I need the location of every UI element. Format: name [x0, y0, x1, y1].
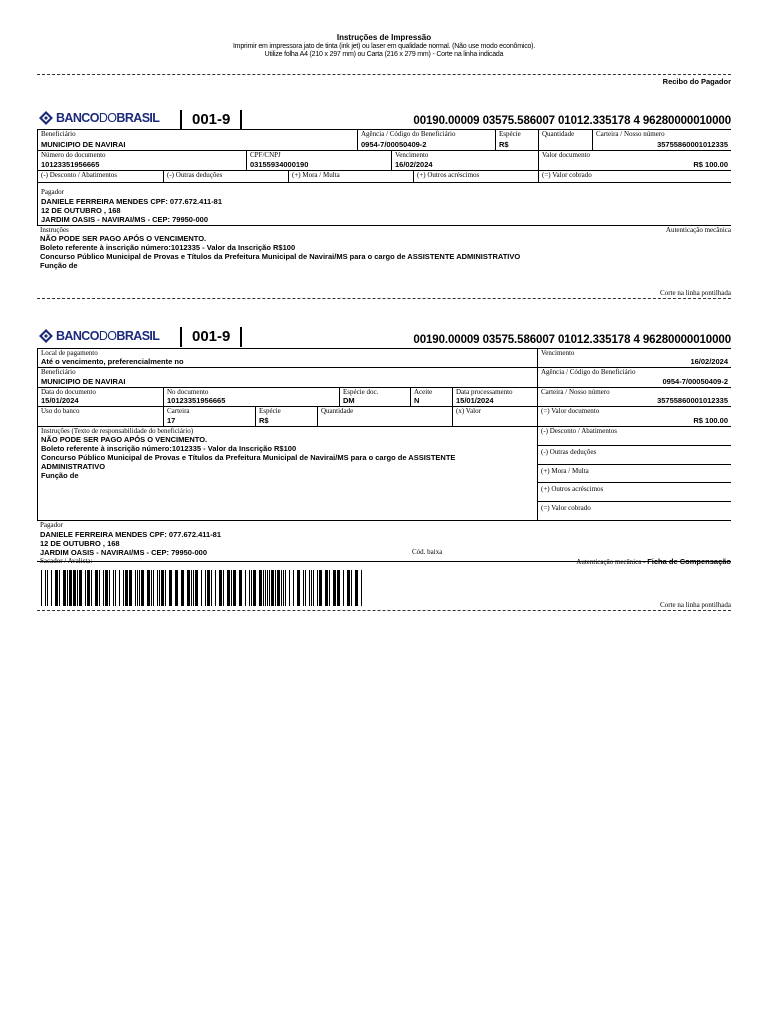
barcode-bar — [311, 570, 312, 606]
barcode-bar — [223, 570, 224, 606]
barcode-bar — [105, 570, 108, 606]
slip-aceite: N — [414, 396, 420, 405]
label: (+) Mora / Multa — [292, 171, 340, 179]
slip-venc-cell — [537, 349, 731, 368]
receipt-desconto-cell — [37, 171, 163, 183]
receipt-pagador-city: JARDIM OASIS - NAVIRAI/MS - CEP: 79950-000 — [41, 215, 208, 224]
slip-valordoc-cell — [537, 407, 731, 427]
barcode-bar — [347, 570, 350, 606]
slip-quantidade-cell — [317, 407, 452, 427]
label: Aceite — [414, 388, 433, 396]
receipt-valordoc-cell — [538, 151, 731, 171]
barcode-bar — [59, 570, 60, 606]
barcode-bar — [187, 570, 190, 606]
barcode-bar — [231, 570, 232, 606]
label: Uso do banco — [41, 407, 80, 415]
barcode-bar — [73, 570, 76, 606]
barcode-bar — [103, 570, 104, 606]
barcode-bar — [361, 570, 362, 606]
barcode-bar — [271, 570, 274, 606]
receipt-venc: 16/02/2024 — [395, 160, 433, 169]
slip-nodoc-cell — [163, 388, 339, 407]
digitable-line-slip: 00190.00009 03575.586007 01012.335178 4 96280000010000 — [413, 334, 731, 346]
slip-carteira: 17 — [167, 416, 176, 425]
barcode-bar — [293, 570, 294, 606]
barcode-bar — [253, 570, 256, 606]
label: (x) Valor — [456, 407, 481, 415]
label: Espécie — [259, 407, 281, 415]
barcode-bar — [195, 570, 198, 606]
barcode-bar — [263, 570, 264, 606]
barcode-bar — [303, 570, 304, 606]
digitable-line: 00190.00009 03575.586007 01012.335178 4 96280000010000 — [413, 115, 731, 127]
barcode-bar — [325, 570, 328, 606]
cut-line-middle — [37, 298, 731, 299]
label: (=) Valor cobrado — [542, 171, 592, 179]
bank-code-slip: 001-9 — [180, 327, 242, 347]
label: Vencimento — [541, 349, 575, 357]
slip-beneficiario-cell — [37, 368, 537, 388]
label: Local de pagamento — [41, 349, 98, 357]
slip-auth-label: Autenticação mecânica - — [576, 558, 648, 566]
barcode-bar — [123, 570, 124, 606]
barcode-bar — [159, 570, 160, 606]
barcode-bar — [281, 570, 282, 606]
label: Beneficiário — [41, 368, 76, 376]
barcode-bar — [135, 570, 136, 606]
label: Quantidade — [321, 407, 354, 415]
barcode-bar — [289, 570, 290, 606]
label: Carteira / Nosso número — [596, 130, 665, 138]
receipt-instr-line: Boleto referente à inscrição número:1012335 - Valor da Inscrição R$100 — [40, 243, 296, 252]
barcode-bar — [125, 570, 128, 606]
barcode-bar — [219, 570, 222, 606]
bank-name: BANCODOBRASIL — [56, 111, 160, 125]
barcode-bar — [191, 570, 192, 606]
label: Valor documento — [542, 151, 591, 159]
receipt-auth-label: Autenticação mecânica — [665, 226, 731, 234]
slip-dataproc-cell — [452, 388, 537, 407]
barcode-bar — [265, 570, 266, 606]
barcode-bar — [329, 570, 330, 606]
slip-pagador-cell — [37, 521, 731, 562]
slip-sacador-label: Sacador / Avalista: — [40, 557, 93, 565]
barcode-bar — [267, 570, 268, 606]
label: Pagador — [41, 188, 64, 196]
barcode-bar — [95, 570, 98, 606]
slip-local: Até o vencimento, preferencialmente no — [41, 357, 184, 366]
label: Vencimento — [395, 151, 429, 159]
barcode-bar — [227, 570, 230, 606]
barcode-bar — [137, 570, 138, 606]
barcode-bar — [269, 570, 270, 606]
barcode-bar — [309, 570, 310, 606]
barcode-bar — [285, 570, 286, 606]
barcode-bar — [313, 570, 314, 606]
label: Instruções (Texto de responsabilidade do beneficiário) — [41, 427, 194, 435]
receipt-quantidade-cell — [538, 130, 592, 151]
receipt-agencia-cell — [357, 130, 495, 151]
slip-instr-line: ADMINISTRATIVO — [41, 462, 106, 471]
receipt-cobrado-cell — [538, 171, 731, 183]
barcode-bar — [139, 570, 140, 606]
receipt-label: Recibo do Pagador — [662, 77, 731, 86]
cut-line-top — [37, 74, 731, 75]
label: (-) Desconto / Abatimentos — [41, 171, 118, 179]
bank-name: BANCODOBRASIL — [56, 329, 160, 343]
label: No documento — [167, 388, 209, 396]
barcode-bar — [153, 570, 154, 606]
receipt-deducoes-cell — [163, 171, 288, 183]
barcode-bar — [109, 570, 110, 606]
slip-valordoc: R$ 100.00 — [693, 416, 728, 425]
barcode-bar — [317, 570, 318, 606]
barcode-bar — [283, 570, 284, 606]
receipt-instructions — [37, 226, 731, 296]
slip-pagador-name: DANIELE FERREIRA MENDES CPF: 077.672.411-81 — [40, 530, 222, 539]
receipt-agencia: 0954-7/00050409-2 — [361, 140, 427, 149]
barcode-bar — [211, 570, 212, 606]
slip-uso-banco-cell — [37, 407, 163, 427]
label: (-) Outras deduções — [541, 448, 597, 456]
slip-mora-cell — [537, 465, 731, 483]
slip-instructions-cell — [37, 427, 537, 521]
label: Carteira / Nosso número — [541, 388, 610, 396]
cut-label-2: Corte na linha pontilhada — [660, 601, 731, 609]
slip-especie: R$ — [259, 416, 269, 425]
barcode-bar — [129, 570, 132, 606]
barcode-bar — [119, 570, 120, 606]
receipt-pagador-name: DANIELE FERREIRA MENDES CPF: 077.672.411-81 — [41, 197, 223, 206]
barcode-bar — [351, 570, 352, 606]
barcode-bar — [193, 570, 194, 606]
slip-cobrado-cell — [537, 502, 731, 521]
cut-line-bottom — [37, 610, 731, 611]
label: (-) Outras deduções — [167, 171, 223, 179]
barcode-bar — [337, 570, 340, 606]
label: (=) Valor cobrado — [541, 504, 591, 512]
slip-datadoc: 15/01/2024 — [41, 396, 79, 405]
label: (+) Mora / Multa — [541, 467, 589, 475]
slip-local-cell — [37, 349, 537, 368]
receipt-instr-line: NÃO PODE SER PAGO APÓS O VENCIMENTO. — [40, 234, 207, 243]
bank-logo-icon — [39, 329, 53, 343]
print-instructions-line1: Imprimir em impressora jato de tinta (ink jet) ou laser em qualidade normal. (Não use modo econômico). — [232, 43, 536, 50]
barcode-bar — [147, 570, 150, 606]
barcode-bar — [239, 570, 242, 606]
receipt-instr-line: Concurso Público Municipal de Provas e Títulos da Prefeitura Municipal de Navirai/MS para o cargo de ASSISTENTE ADMINISTRATIVO — [40, 252, 521, 261]
slip-instr-line: Função de — [41, 471, 79, 480]
barcode-bar — [99, 570, 100, 606]
barcode-bar — [67, 570, 68, 606]
barcode-bar — [205, 570, 206, 606]
label: (+) Outros acréscimos — [541, 485, 604, 493]
slip-datadoc-cell — [37, 388, 163, 407]
slip-nosso-numero: 35755860001012335 — [657, 396, 728, 405]
receipt-numdoc-cell — [37, 151, 246, 171]
slip-agencia: 0954-7/00050409-2 — [662, 377, 728, 386]
slip-aceite-cell — [410, 388, 452, 407]
barcode-bar — [87, 570, 90, 606]
slip-codbaixa-label: Cód. baixa — [412, 548, 443, 556]
label: CPF/CNPJ — [250, 151, 281, 159]
barcode-bar — [141, 570, 144, 606]
barcode-bar — [233, 570, 236, 606]
label: (-) Desconto / Abatimentos — [541, 427, 618, 435]
bank-logo-slip — [39, 329, 159, 343]
slip-instr-line: Boleto referente à inscrição número:1012335 - Valor da Inscrição R$100 — [41, 444, 297, 453]
slip-deducoes-cell — [537, 446, 731, 465]
barcode-bar — [69, 570, 72, 606]
barcode-bar — [251, 570, 252, 606]
slip-nosso-numero-cell — [537, 388, 731, 407]
barcode-bar — [175, 570, 178, 606]
barcode-bar — [115, 570, 116, 606]
print-instructions-line2: Utilize folha A4 (210 x 297 mm) ou Carta (216 x 279 mm) - Corte na linha indicada — [264, 51, 504, 58]
receipt-pagador-address: 12 DE OUTUBRO , 168 — [41, 206, 121, 215]
cut-label-1: Corte na linha pontilhada — [660, 289, 731, 297]
slip-acrescimos-cell — [537, 483, 731, 502]
label: Agência / Código do Beneficiário — [361, 130, 456, 138]
bank-logo-icon — [39, 111, 53, 125]
barcode-bar — [45, 570, 46, 606]
slip-pagador-address: 12 DE OUTUBRO , 168 — [40, 539, 120, 548]
barcode-bar — [297, 570, 300, 606]
receipt-mora-cell — [288, 171, 413, 183]
receipt-venc-cell — [391, 151, 538, 171]
label: Pagador — [40, 521, 63, 529]
barcode-bar — [343, 570, 344, 606]
slip-venc: 16/02/2024 — [690, 357, 728, 366]
barcode-bar — [245, 570, 246, 606]
barcode-bar — [47, 570, 48, 606]
barcode-bar — [207, 570, 210, 606]
barcode-bar — [169, 570, 172, 606]
receipt-beneficiario-cell — [37, 130, 357, 151]
receipt-pagador-cell — [37, 183, 731, 226]
slip-xvalor-cell — [452, 407, 537, 427]
slip-dataproc: 15/01/2024 — [456, 396, 494, 405]
label: Carteira — [167, 407, 190, 415]
receipt-beneficiario: MUNICIPIO DE NAVIRAI — [41, 140, 126, 149]
slip-beneficiario: MUNICIPIO DE NAVIRAI — [41, 377, 126, 386]
barcode-bar — [77, 570, 78, 606]
barcode-bar — [161, 570, 164, 606]
barcode-bar — [275, 570, 276, 606]
label: Quantidade — [542, 130, 575, 138]
slip-ficha-label: Ficha de Compensação — [647, 557, 731, 566]
receipt-especie: R$ — [499, 140, 509, 149]
slip-instr-line: NÃO PODE SER PAGO APÓS O VENCIMENTO. — [41, 435, 208, 444]
barcode-bar — [151, 570, 152, 606]
slip-carteira-cell — [163, 407, 255, 427]
barcode-bar — [215, 570, 216, 606]
receipt-instr-line: Função de — [40, 261, 78, 270]
receipt-nosso-numero-cell — [592, 130, 731, 151]
slip-instr-line: Concurso Público Municipal de Provas e Títulos da Prefeitura Municipal de Navirai/MS para o cargo de ASSISTENTE — [41, 453, 456, 462]
barcode-bar — [181, 570, 184, 606]
barcode-bar — [51, 570, 52, 606]
barcode-bar — [63, 570, 66, 606]
label: Agência / Código do Beneficiário — [541, 368, 636, 376]
label: Espécie — [499, 130, 521, 138]
receipt-acrescimos-cell — [413, 171, 538, 183]
receipt-grid — [37, 129, 731, 300]
label: Número do documento — [41, 151, 106, 159]
slip-agencia-cell — [537, 368, 731, 388]
receipt-cpf: 03155934000190 — [250, 160, 309, 169]
label: (=) Valor documento — [541, 407, 600, 415]
slip-desconto-cell — [537, 427, 731, 446]
slip-especie-cell — [255, 407, 317, 427]
barcode-bar — [333, 570, 336, 606]
slip-nodoc: 10123351956665 — [167, 396, 226, 405]
barcode-bar — [201, 570, 202, 606]
bank-logo — [39, 111, 159, 125]
barcode-bar — [85, 570, 86, 606]
barcode-bar — [113, 570, 114, 606]
barcode-bar — [277, 570, 280, 606]
barcode — [41, 570, 362, 606]
print-instructions-title: Instruções de Impressão — [336, 33, 432, 42]
barcode-bar — [79, 570, 82, 606]
label: Data do documento — [41, 388, 96, 396]
barcode-bar — [165, 570, 166, 606]
receipt-cpf-cell — [246, 151, 391, 171]
barcode-bar — [157, 570, 158, 606]
bank-code: 001-9 — [180, 110, 242, 130]
receipt-numdoc: 10123351956665 — [41, 160, 100, 169]
label: Beneficiário — [41, 130, 76, 138]
barcode-bar — [249, 570, 250, 606]
barcode-bar — [41, 570, 42, 606]
label: Espécie doc. — [343, 388, 379, 396]
slip-pagador-city: JARDIM OASIS - NAVIRAI/MS - CEP: 79950-000 — [40, 548, 207, 557]
barcode-bar — [319, 570, 322, 606]
receipt-valordoc: R$ 100.00 — [693, 160, 728, 169]
barcode-bar — [55, 570, 58, 606]
label: Instruções — [40, 226, 69, 234]
barcode-bar — [355, 570, 358, 606]
barcode-bar — [91, 570, 92, 606]
barcode-bar — [305, 570, 306, 606]
slip-especiedoc-cell — [339, 388, 410, 407]
slip-auth — [576, 557, 731, 566]
slip-especiedoc: DM — [343, 396, 355, 405]
label: Data processamento — [456, 388, 513, 396]
label: (+) Outros acréscimos — [417, 171, 480, 179]
receipt-nosso-numero: 35755860001012335 — [657, 140, 728, 149]
receipt-especie-cell — [495, 130, 538, 151]
barcode-bar — [259, 570, 262, 606]
